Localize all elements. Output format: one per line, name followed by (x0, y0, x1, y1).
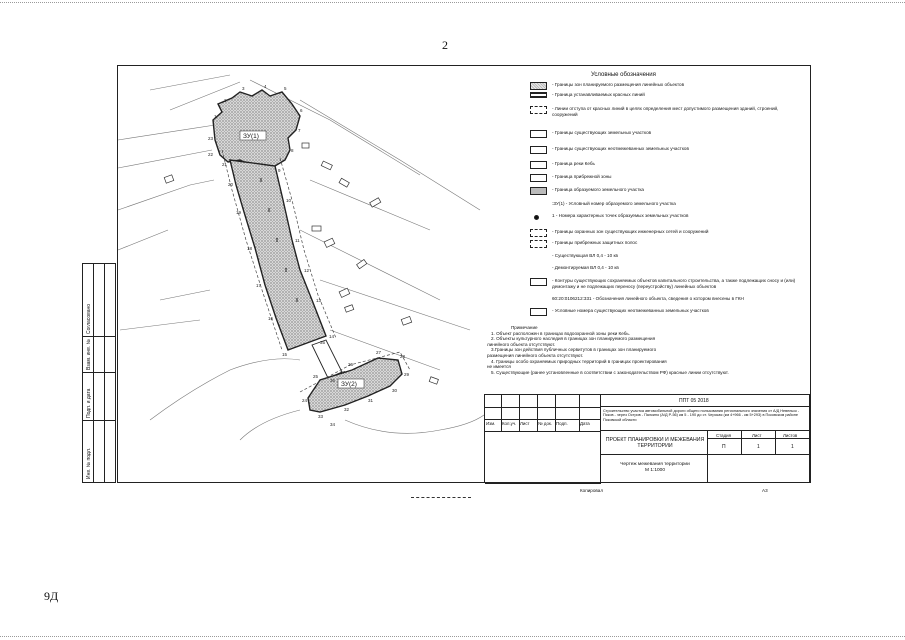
legend-item-text: - Граница устанавливаемых красных линий (552, 92, 645, 97)
revision-col-header: Лист (520, 421, 530, 426)
copied-label: Копировал (580, 488, 604, 493)
sheet-value: 1 (757, 444, 760, 450)
drawing-scale: М 1:1000 (644, 468, 665, 473)
revision-col-header: Подп. (556, 421, 568, 426)
point-label: 24 (302, 398, 308, 403)
note-line: не имеется (487, 364, 511, 370)
point-label: 4 (264, 84, 267, 89)
point-label: 9 (278, 168, 281, 173)
point-label: 6 (300, 108, 303, 113)
legend-item-text: - Границы охранных зон существующих инженерных сетей и сооружений (552, 229, 709, 234)
revision-col-line (555, 395, 556, 431)
point-label: 30 (392, 388, 398, 393)
point-label: 3 (242, 86, 245, 91)
org-cell (708, 455, 810, 483)
legend-swatch (530, 174, 547, 182)
legend-swatch (530, 278, 547, 286)
legend-swatch (530, 130, 547, 138)
legend-swatch (530, 161, 547, 169)
point-label: 29 (404, 372, 410, 377)
point-label: 16 (268, 316, 274, 321)
point-label: 12 (304, 268, 310, 273)
legend-item-text: - Существующая ВЛ 0,4 - 10 кв (552, 253, 618, 258)
legend-item-text: - Контуры существующих сохраняемых объектов капитального строительства, а также подлежащих сносу и (или) демонтажу и не подлежащих переносу (переустройству) линейных объектов (552, 278, 796, 289)
legend-item-text: 60:20:0106212:331 - Обозначения линейного объекта, сведения о котором внесены в ГКН (552, 296, 744, 301)
bottom-code: 9Д (44, 589, 59, 603)
drawing-title-cell (601, 455, 708, 483)
point-label: 26 (348, 362, 354, 367)
revision-row-line (485, 407, 601, 408)
format-label: А3 (762, 488, 768, 493)
legend-item-text: - Условные номера существующих неотмежеванных земельных участков (552, 308, 709, 313)
point-label: 8 (291, 148, 294, 153)
legend-swatch (530, 82, 547, 90)
stage-cell (708, 439, 742, 455)
legend-swatch (530, 240, 547, 248)
code-cell (601, 395, 810, 407)
legend-item-text: - Границы прибрежных защитных полос (552, 240, 638, 245)
legend-item-text: - Демонтируемая ВЛ 0,4 - 10 кв (552, 265, 619, 270)
sheets-header: Листов (783, 433, 798, 438)
note-line: 3.Границы зон действия публичных сервитутов в границах зон планируемого (491, 347, 657, 353)
sheet-cell (742, 439, 776, 455)
point-label: 20 (228, 182, 234, 187)
point-label: 33 (318, 414, 324, 419)
stamp-code: ППТ 05 2018 (679, 398, 709, 404)
point-label: 18 (247, 246, 253, 251)
legend-item-text: - Границы существующих земельных участков (552, 130, 652, 135)
sheets-cell (776, 439, 810, 455)
point-label: 37 (340, 370, 346, 375)
point-label: 7 (298, 128, 301, 133)
legend-swatch (530, 92, 547, 98)
revision-table (485, 395, 601, 484)
revision-col-header: Дата (580, 421, 590, 426)
note-line: 4. Границы особо охраняемых природных территорий в границах проектирования (491, 358, 667, 364)
revision-col-line (501, 395, 502, 431)
legend-swatch (530, 229, 547, 237)
side-label-sign-date: Подп. и дата (86, 388, 92, 418)
point-label: 5 (284, 86, 287, 91)
revision-col-header: № док. (538, 421, 553, 426)
legend-item-text: - Граница реки Кебь (552, 161, 595, 166)
revision-col-line (579, 395, 580, 431)
point-label: 19 (236, 210, 242, 215)
stage-value: П (722, 444, 726, 450)
stage-header: Стадия (716, 433, 731, 438)
legend-item-text: - Граница образуемого земельного участка (552, 187, 644, 192)
point-label: 34 (330, 422, 336, 427)
legend-swatch (530, 308, 547, 316)
side-label-replace-inv: Взам. инв. № (86, 339, 92, 370)
revision-col-header: Изм. (486, 421, 496, 426)
notes (487, 325, 812, 375)
point-label: 35 (320, 340, 326, 345)
building-contours (164, 143, 438, 384)
point-label: 22 (208, 152, 214, 157)
title-block (484, 394, 811, 483)
zu1-label: ЗУ(1) (243, 133, 259, 140)
stage-header-cell (708, 431, 742, 439)
point-label: 15 (282, 352, 288, 357)
drawing-title: Чертеж межевания территории (620, 462, 690, 467)
zu2-label: ЗУ(2) (341, 381, 357, 388)
revision-row-line (485, 419, 601, 420)
note-line: размещения линейного объекта отсутствуют. (487, 352, 584, 358)
point-label: 2 (224, 98, 227, 103)
description-cell (601, 407, 810, 431)
point-label: 13 (316, 298, 322, 303)
legend-title: Условные обозначения (591, 72, 656, 78)
project-title-cell (601, 431, 708, 455)
page-number: 2 (442, 38, 448, 52)
plot-zu1-corridor (230, 160, 326, 350)
point-label: 31 (368, 398, 374, 403)
point-label: 10 (286, 198, 292, 203)
point-label: 28 (400, 354, 406, 359)
point-label: 14 (329, 334, 335, 339)
note-line: 1. Объект расположен в границах водоохранной зоны реки Кебь. (491, 330, 631, 336)
side-label-agreed: Согласовано (86, 303, 92, 334)
legend-item-text: - Границы существующих неотмежеванных земельных участков (552, 146, 689, 151)
project-title: ПРОЕКТ ПЛАНИРОВКИ И МЕЖЕВАНИЯ ТЕРРИТОРИИ (605, 437, 705, 449)
sheets-header-cell (776, 431, 810, 439)
survey-lines (118, 75, 484, 440)
legend-swatch (530, 187, 547, 195)
connector-corridor (312, 340, 342, 378)
legend-item-text: :ЗУ(1) - Условный номер образуемого земельного участка (552, 201, 676, 206)
point-label: 32 (344, 407, 350, 412)
legend-swatch (534, 215, 539, 220)
drawing-title-wrap (605, 462, 705, 474)
legend-item-text: - Линии отступа от красных линий в целях определения мест допустимого размещения зданий, строений, сооружений (552, 106, 779, 117)
point-label: 27 (376, 350, 382, 355)
legend-swatch (530, 146, 547, 154)
notes-title: Примечание (511, 325, 538, 330)
point-label: 11 (295, 238, 300, 243)
revision-col-line (537, 395, 538, 431)
point-label: 17 (256, 283, 262, 288)
revision-col-header: Кол.уч. (502, 421, 517, 426)
side-label-inv-original: Инв. № подл. (86, 447, 92, 479)
stamp-description: Строительство участка автомобильной дороги общего пользования регионального значения от А/Д Невельск - Псков - через Остров - Палкино (А/Д Р-56) км 5 - 190 до ст. Черская (км 4+966 - км 5+293) в Псковском районе Псковской области (603, 409, 800, 422)
point-label: 21 (222, 162, 228, 167)
revision-col-line (519, 395, 520, 431)
legend-swatch (530, 106, 547, 114)
point-label: 36 (330, 378, 336, 383)
sheet-header: Лист (752, 433, 762, 438)
legend-item-text: 1 - Номера характерных точек образуемых земельных участков (552, 213, 689, 218)
note-line: 5. Существующие (ранее установленные в соответствии с законодательством РФ) красные линии отсутствуют. (491, 369, 729, 375)
point-label: 25 (313, 374, 319, 379)
point-label: 1 (214, 114, 217, 119)
legend-item-text: - Граница прибрежной зоны (552, 174, 612, 179)
legend-item-text: - Границы зон планируемого размещения линейных объектов (552, 82, 685, 87)
note-line: линейного объекта отсутствуют. (487, 341, 556, 347)
separator-dash (411, 497, 471, 498)
point-label: 23 (208, 136, 214, 141)
note-line: 2. Объекты культурного наследия в границах зон планируемого размещения (491, 336, 656, 342)
sheets-value: 1 (791, 444, 794, 450)
sheet-header-cell (742, 431, 776, 439)
revision-row-line (485, 431, 601, 432)
